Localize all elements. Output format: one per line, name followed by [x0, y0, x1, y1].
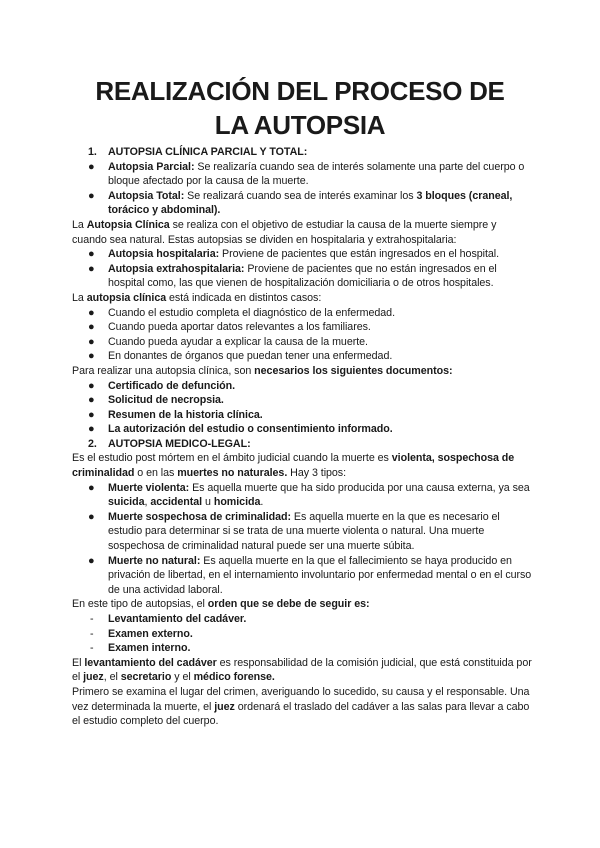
list-item: ● Cuando pueda ayudar a explicar la causa de la muerte.	[88, 335, 368, 348]
list-item: ● Resumen de la historia clínica.	[88, 408, 263, 421]
bullet-icon: ●	[88, 481, 95, 494]
paragraph-documents-intro: Para realizar una autopsia clínica, son necesarios los siguientes documentos:	[72, 364, 453, 377]
list-item: ● Muerte sospechosa de criminalidad: Es aquella muerte en la que es necesario el estudio para determinar si se trata de una muerte violenta o natural. Una muerte sospechosa de criminalidad natural puede ser una muerte súbita.	[88, 510, 500, 553]
paragraph-procedure: Primero se examina el lugar del crimen, averiguando lo sucedido, su causa y el responsable. Una vez determinada la muerte, el juez ordenará el traslado del cadáver a las salas para llevar a cabo el estudio completo del cuerpo.	[72, 685, 530, 728]
list-item: ● La autorización del estudio o consentimiento informado.	[88, 423, 393, 436]
paragraph-order-intro: En este tipo de autopsias, el orden que se debe de seguir es:	[72, 598, 370, 611]
paragraph-clinical-intro: La Autopsia Clínica se realiza con el objetivo de estudiar la causa de la muerte siempre y cuando sea natural. Estas autopsias se dividen en hospitalaria y extrahospitalaria:	[72, 218, 497, 246]
bullet-icon: ●	[88, 554, 95, 567]
list-item: ● Cuando el estudio completa el diagnóstico de la enfermedad.	[88, 306, 395, 319]
list-item: ● En donantes de órganos que puedan tener una enfermedad.	[88, 350, 393, 363]
dash-icon: -	[90, 642, 94, 655]
list-item: - Levantamiento del cadáver.	[90, 613, 247, 625]
page-title	[40, 74, 560, 142]
list-item: ● Cuando pueda aportar datos relevantes a los familiares.	[88, 321, 371, 334]
bullet-icon: ●	[88, 248, 95, 261]
bullet-icon: ●	[88, 262, 95, 275]
title-line-1: REALIZACIÓN DEL PROCESO DE	[95, 76, 505, 106]
bullet-icon: ●	[88, 394, 95, 407]
title-line-2: LA AUTOPSIA	[214, 110, 386, 140]
list-item: ● Muerte violenta: Es aquella muerte que ha sido producida por una causa externa, ya sea suicida, accidental u homicida.	[88, 481, 530, 509]
bullet-icon: ●	[88, 160, 95, 173]
dash-icon: -	[90, 627, 94, 640]
bullet-icon: ●	[88, 189, 95, 202]
list-item: ● Autopsia hospitalaria: Proviene de pacientes que están ingresados en el hospital.	[88, 248, 500, 261]
bullet-icon: ●	[88, 510, 95, 523]
list-item: ● Certificado de defunción.	[88, 379, 236, 392]
list-item: ● Autopsia Parcial: Se realizaría cuando sea de interés solamente una parte del cuerpo o bloque afectado por la causa de la muerte.	[88, 160, 525, 188]
document-body	[72, 145, 532, 729]
list-item: ● Solicitud de necropsia.	[88, 394, 224, 407]
bullet-icon: ●	[88, 379, 95, 392]
paragraph-medicolegal-intro: Es el estudio post mórtem en el ámbito judicial cuando la muerte es violenta, sospechosa de criminalidad o en las muertes no naturales. Hay 3 tipos:	[72, 452, 515, 480]
section-heading-clinical: 1. AUTOPSIA CLÍNICA PARCIAL Y TOTAL:	[88, 146, 308, 158]
bullet-icon: ●	[88, 350, 95, 363]
bullet-icon: ●	[88, 306, 95, 319]
dash-icon: -	[90, 613, 94, 625]
bullet-icon: ●	[88, 335, 95, 348]
list-item: - Examen externo.	[90, 627, 193, 640]
list-item: - Examen interno.	[90, 642, 191, 655]
bullet-icon: ●	[88, 321, 95, 334]
list-item: ● Autopsia Total: Se realizará cuando sea de interés examinar los 3 bloques (craneal, torácico y abdominal).	[88, 189, 513, 217]
bullet-icon: ●	[88, 423, 95, 436]
list-item: ● Muerte no natural: Es aquella muerte en la que el fallecimiento se haya producido en privación de libertad, en el internamiento involuntario por enfermedad mental o en el curso de una actividad laboral.	[88, 554, 532, 596]
paragraph-indications: La autopsia clínica está indicada en distintos casos:	[72, 291, 322, 304]
bullet-icon: ●	[88, 408, 95, 421]
paragraph-levantamiento: El levantamiento del cadáver es responsabilidad de la comisión judicial, que está constituida por el juez, el secretario y el médico forense.	[72, 656, 532, 684]
section-heading-medicolegal: 2. AUTOPSIA MEDICO-LEGAL:	[88, 437, 251, 450]
list-item: ● Autopsia extrahospitalaria: Proviene de pacientes que no están ingresados en el hospital como, las que vienen de hospitalización domiciliaria o de otros hospitales.	[88, 262, 497, 290]
